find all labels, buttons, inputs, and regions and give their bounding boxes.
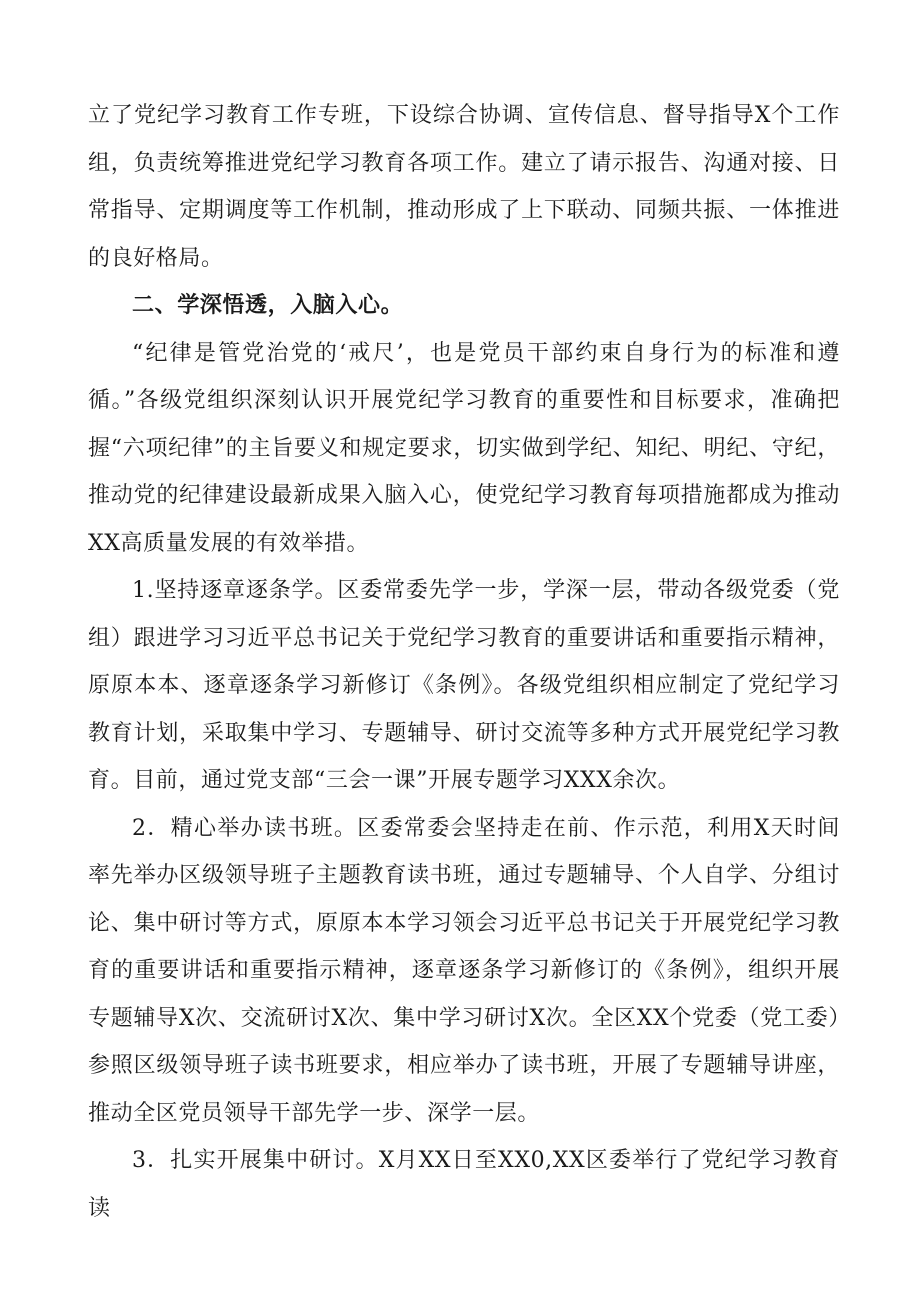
paragraph-work-team: 立了党纪学习教育工作专班，下设综合协调、宣传信息、督导指导X个工作组，负责统筹推进党纪学习教育各项工作。建立了请示报告、沟通对接、日常指导、定期调度等工作机制，推动形成了上下联动、同频共振、一体推进的良好格局。 <box>88 103 840 271</box>
paragraph-item-1: 1.坚持逐章逐条学。区委常委先学一步，学深一层，带动各级党委（党组）跟进学习习近平总书记关于党纪学习教育的重要讲话和重要指示精神，原原本本、逐章逐条学习新修订《条例》。各级党组织相应制定了党纪学习教育计划，采取集中学习、专题辅导、研讨交流等多种方式开展党纪学习教育。目前，通过党支部“三会一课”开展专题学习XXX余次。 <box>88 578 840 793</box>
paragraph-item-2: 2．精心举办读书班。区委常委会坚持走在前、作示范，利用X天时间率先举办区级领导班子主题教育读书班，通过专题辅导、个人自学、分组讨论、集中研讨等方式，原原本本学习领会习近平总书记关于开展党纪学习教育的重要讲话和重要指示精神，逐章逐条学习新修订的《条例》，组织开展专题辅导X次、交流研讨X次、集中学习研讨X次。全区XX个党委（党工委）参照区级领导班子读书班要求，相应举办了读书班，开展了专题辅导讲座，推动全区党员领导干部先学一步、深学一层。 <box>88 815 841 1126</box>
paragraph-discipline-quote: “纪律是管党治党的‘戒尺’，也是党员干部约束自身行为的标准和遵循。”各级党组织深刻认识开展党纪学习教育的重要性和目标要求，准确把握“六项纪律”的主旨要义和规定要求，切实做到学纪、知纪、明纪、守纪，推动党的纪律建设最新成果入脑入心，使党纪学习教育每项措施都成为推动XX高质量发展的有效举措。 <box>88 340 840 556</box>
section-heading-two: 二、学深悟透，入脑入心。 <box>132 293 404 318</box>
paragraph-item-3: 3．扎实开展集中研讨。X月XX日至XX0,XX区委举行了党纪学习教育读 <box>88 1148 840 1221</box>
document-body <box>88 92 840 1232</box>
